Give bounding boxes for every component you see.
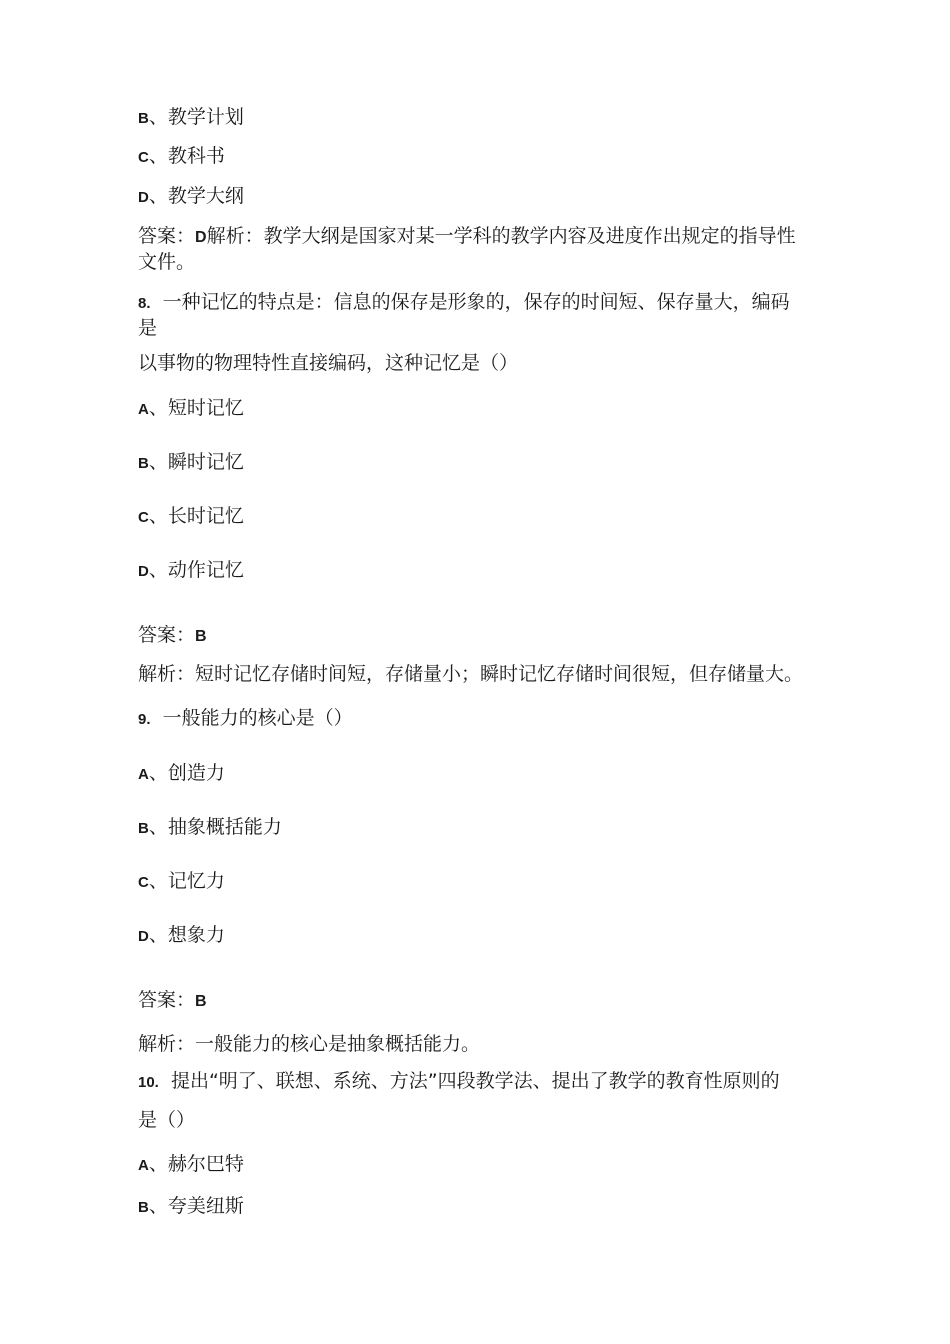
option-letter: C <box>138 149 149 166</box>
q7-option-c <box>138 144 225 170</box>
q10-stem <box>138 1069 780 1095</box>
q10-stem-cont: 是（） <box>138 1109 196 1131</box>
option-letter: B <box>138 1199 149 1216</box>
option-letter: D <box>138 928 149 945</box>
option-text: 抽象概括能力 <box>167 816 282 838</box>
option-text: 教科书 <box>167 145 225 167</box>
option-letter: A <box>138 401 149 418</box>
option-text: 动作记忆 <box>167 559 244 581</box>
question-text: 提出“明了、联想、系统、方法”四段教学法、提出了教学的教育性原则的 <box>170 1070 780 1092</box>
q8-option-b <box>138 450 244 476</box>
question-number: 10. <box>138 1074 159 1091</box>
option-letter: B <box>138 110 149 127</box>
question-number: 9. <box>138 711 151 728</box>
q8-option-a <box>138 396 244 422</box>
answer-letter: D <box>195 229 207 246</box>
separator: 、 <box>148 145 168 167</box>
q7-analysis-cont: 文件。 <box>138 251 196 273</box>
option-letter: B <box>138 820 149 837</box>
q10-option-a <box>138 1152 244 1178</box>
q8-stem <box>138 290 790 316</box>
q10-option-b <box>138 1194 244 1220</box>
answer-label: 答案： <box>138 225 196 247</box>
q8-answer <box>138 623 207 649</box>
answer-letter: B <box>195 628 207 645</box>
option-text: 想象力 <box>167 924 225 946</box>
question-text: 一种记忆的特点是：信息的保存是形象的，保存的时间短、保存量大，编码 <box>162 291 790 313</box>
separator: 、 <box>148 1195 168 1217</box>
analysis-text: 解析：教学大纲是国家对某一学科的教学内容及进度作出规定的指导性 <box>206 225 796 247</box>
q8-option-d <box>138 558 244 584</box>
option-letter: C <box>138 874 149 891</box>
separator: 、 <box>148 762 168 784</box>
separator: 、 <box>148 924 168 946</box>
separator: 、 <box>148 870 168 892</box>
separator: 、 <box>148 505 168 527</box>
q9-option-b <box>138 815 282 841</box>
q8-option-c <box>138 504 244 530</box>
option-text: 创造力 <box>167 762 225 784</box>
option-text: 教学计划 <box>167 106 244 128</box>
option-text: 夸美纽斯 <box>167 1195 244 1217</box>
q8-stem-cont2: 以事物的物理特性直接编码，这种记忆是（） <box>138 352 519 374</box>
q7-option-d <box>138 184 244 210</box>
separator: 、 <box>148 816 168 838</box>
option-letter: B <box>138 455 149 472</box>
separator: 、 <box>148 559 168 581</box>
q9-option-c <box>138 869 225 895</box>
q9-option-d <box>138 923 225 949</box>
q9-analysis: 解析：一般能力的核心是抽象概括能力。 <box>138 1033 481 1055</box>
answer-letter: B <box>195 993 207 1010</box>
option-letter: D <box>138 563 149 580</box>
option-letter: A <box>138 1157 149 1174</box>
option-text: 赫尔巴特 <box>167 1153 244 1175</box>
q7-answer-analysis <box>138 224 796 250</box>
option-text: 长时记忆 <box>167 505 244 527</box>
separator: 、 <box>148 397 168 419</box>
option-text: 瞬时记忆 <box>167 451 244 473</box>
q9-option-a <box>138 761 225 787</box>
option-letter: C <box>138 509 149 526</box>
option-letter: D <box>138 189 149 206</box>
question-text: 一般能力的核心是（） <box>162 707 353 729</box>
q8-stem-cont: 是 <box>138 317 158 339</box>
separator: 、 <box>148 106 168 128</box>
separator: 、 <box>148 451 168 473</box>
q9-stem <box>138 706 353 732</box>
option-text: 短时记忆 <box>167 397 244 419</box>
question-number: 8. <box>138 295 151 312</box>
q8-analysis: 解析：短时记忆存储时间短，存储量小；瞬时记忆存储时间很短，但存储量大。 <box>138 663 804 685</box>
separator: 、 <box>148 185 168 207</box>
option-letter: A <box>138 766 149 783</box>
q9-answer <box>138 988 207 1014</box>
q7-option-b <box>138 105 244 131</box>
option-text: 教学大纲 <box>167 185 244 207</box>
option-text: 记忆力 <box>167 870 225 892</box>
separator: 、 <box>148 1153 168 1175</box>
answer-label: 答案： <box>138 624 196 646</box>
answer-label: 答案： <box>138 989 196 1011</box>
